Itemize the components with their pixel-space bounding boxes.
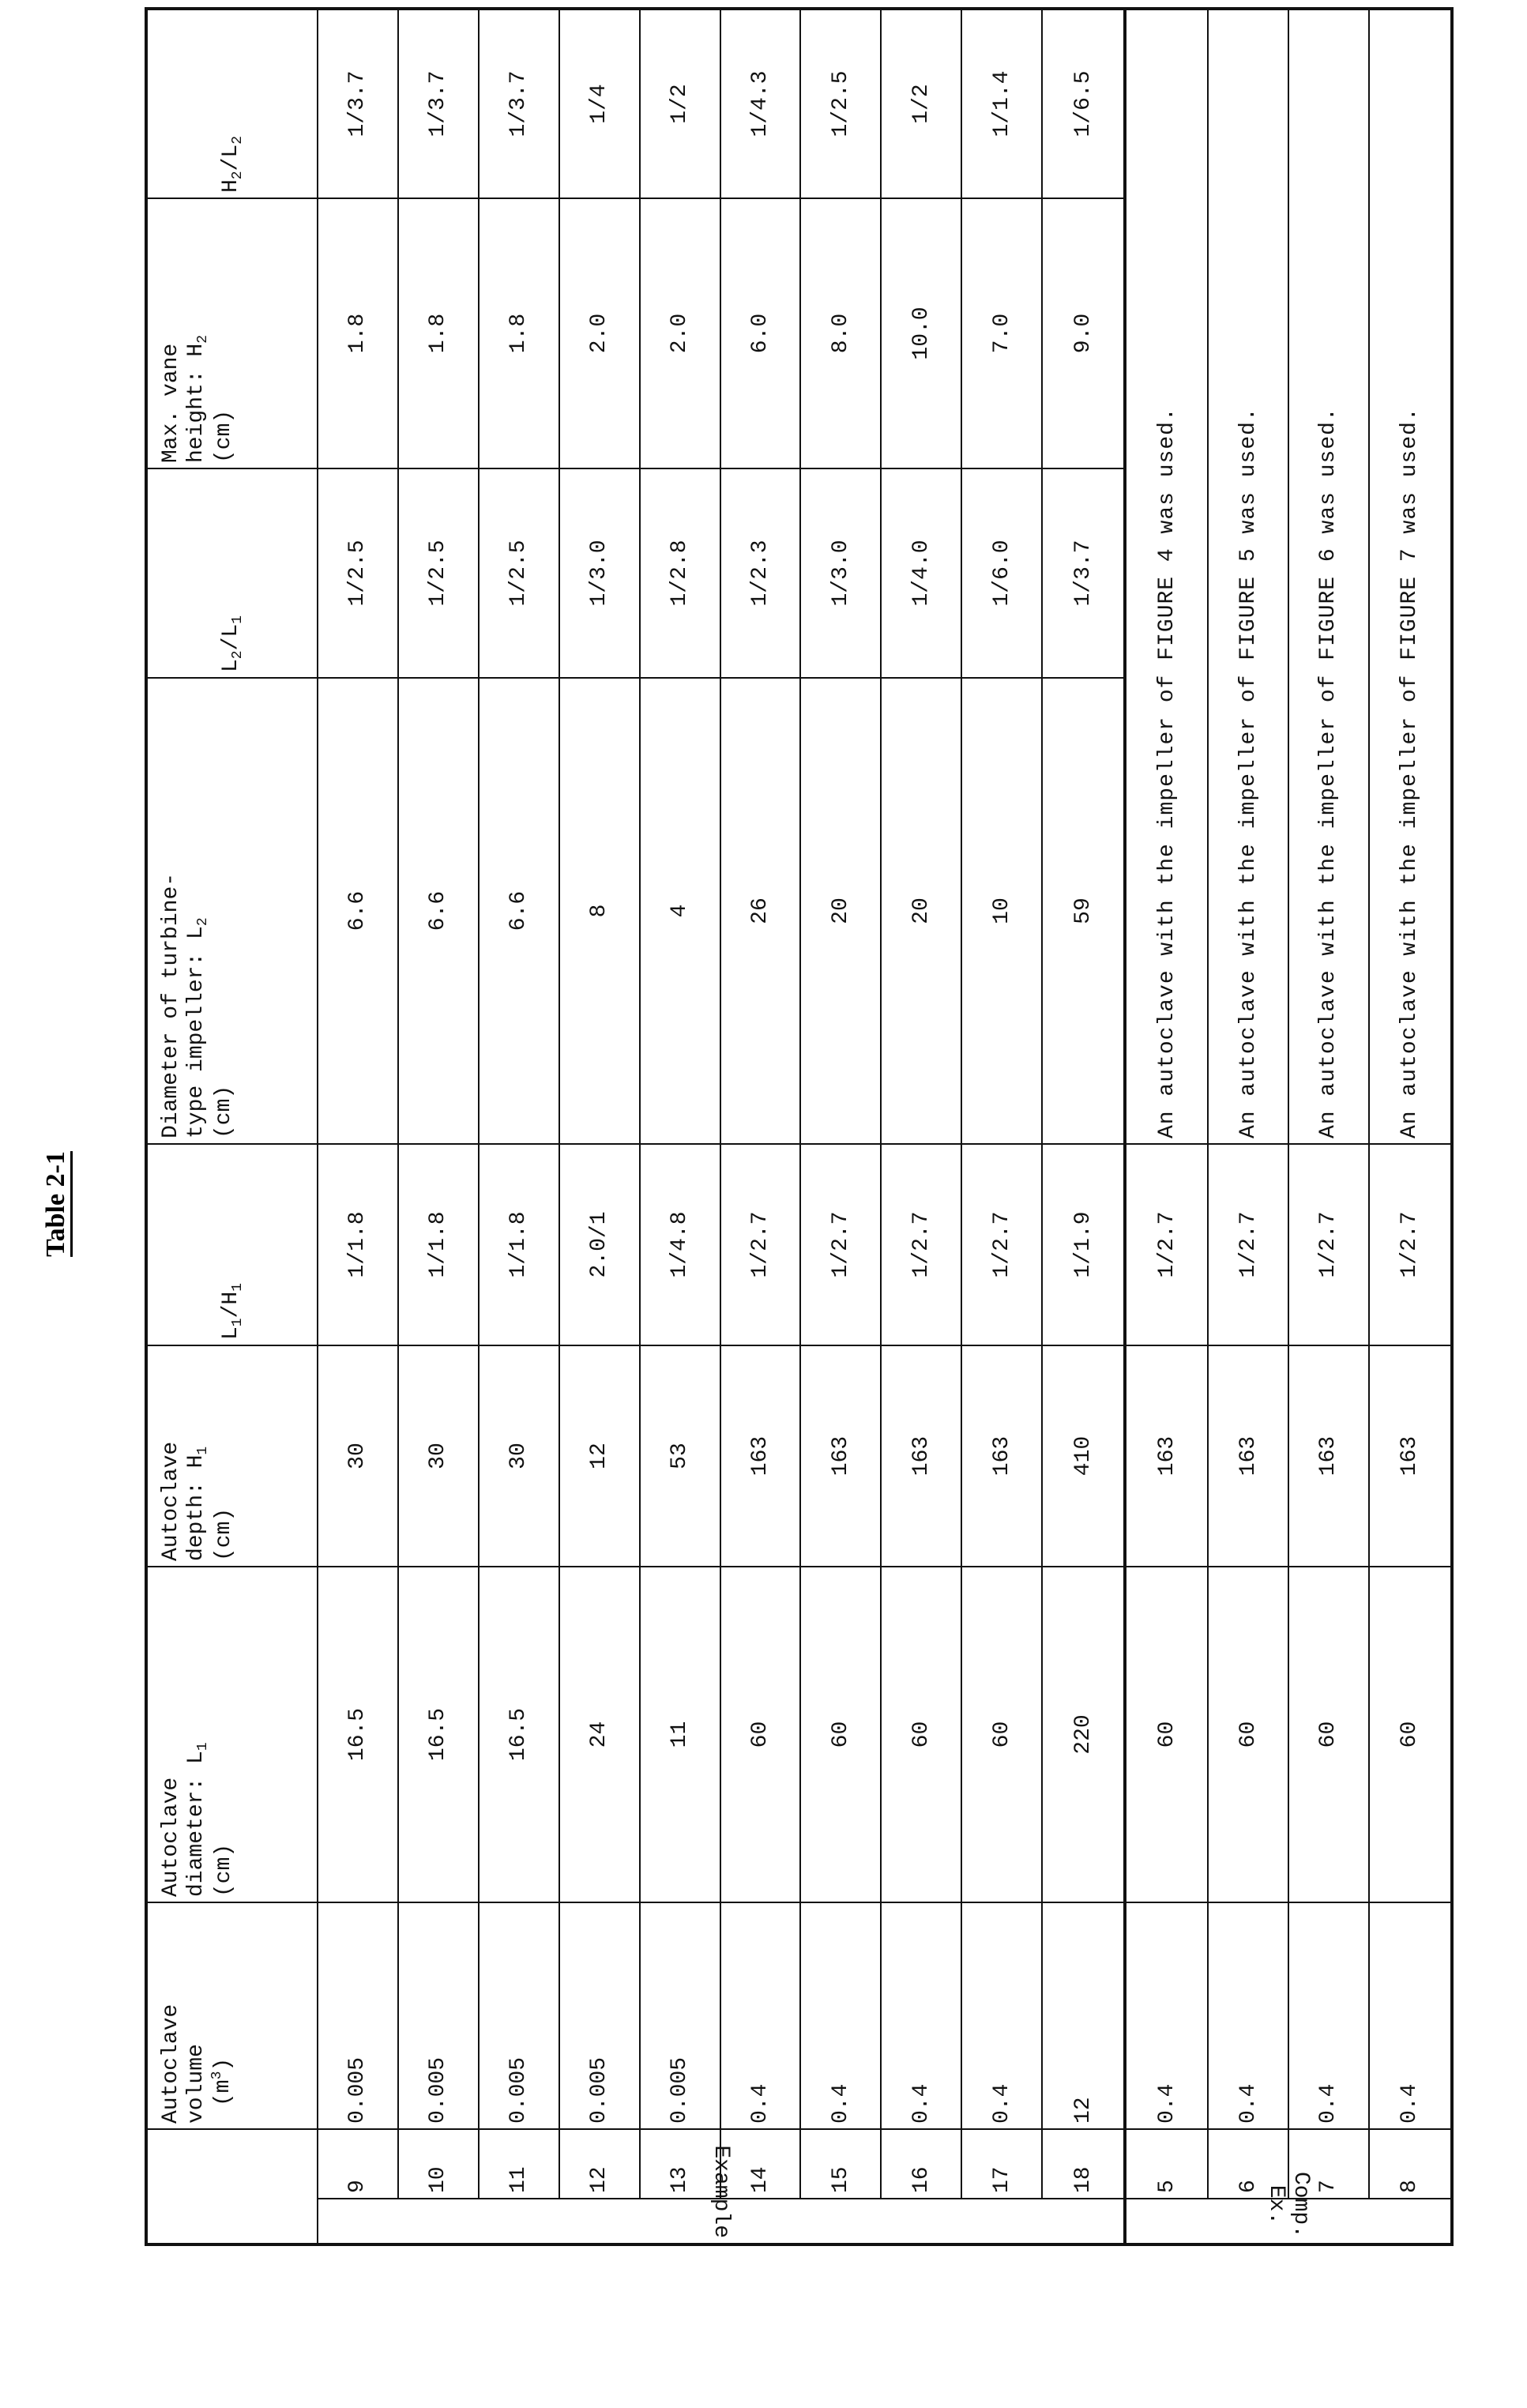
- cell-depth-h1: 53: [640, 1345, 720, 1567]
- unit-open: (m: [211, 2079, 236, 2106]
- cell-volume: 0.4: [1288, 1902, 1369, 2129]
- h: H: [218, 179, 243, 193]
- cell-vane-h2: 6.0: [720, 198, 801, 468]
- cell-l1-h1: 1/2.7: [800, 1144, 881, 1345]
- unit-close: ): [211, 2057, 236, 2071]
- cell-l1-h1: 1/1.8: [318, 1144, 398, 1345]
- cell-diameter-l2: 10: [961, 678, 1042, 1144]
- cell-l2-l1: 1/2.5: [479, 468, 559, 678]
- cell-diameter-l1: 60: [1369, 1567, 1452, 1902]
- header-row: [146, 9, 318, 2244]
- group-label-comp: [1125, 2171, 1452, 2244]
- cell-diameter-l2: 6.6: [479, 678, 559, 1144]
- cell-volume: 0.4: [881, 1902, 961, 2129]
- cell-l1-h1: 1/2.7: [1125, 1144, 1208, 1345]
- header-vane-h2: [146, 198, 318, 468]
- row-number: 5: [1125, 2129, 1208, 2199]
- header-depth-h1: [146, 1345, 318, 1567]
- cell-depth-h1: 163: [881, 1345, 961, 1567]
- cell-l2-l1: 1/2.5: [318, 468, 398, 678]
- cell-h2-l2: 1/2: [881, 9, 961, 198]
- cell-depth-h1: 163: [961, 1345, 1042, 1567]
- cell-volume: 0.005: [398, 1902, 479, 2129]
- sub: 2: [229, 135, 246, 145]
- cell-diameter-l1: 60: [961, 1567, 1042, 1902]
- cell-depth-h1: 163: [1288, 1345, 1369, 1567]
- table-row: [479, 9, 559, 2244]
- cell-diameter-l1: 60: [1288, 1567, 1369, 1902]
- cell-h2-l2: 1/2: [640, 9, 720, 198]
- cell-diameter-l1: 60: [1208, 1567, 1288, 1902]
- cell-l1-h1: 1/2.7: [881, 1144, 961, 1345]
- cell-diameter-l2: 6.6: [398, 678, 479, 1144]
- slash-l: /L: [218, 623, 243, 651]
- header-diameter-l1: [146, 1567, 318, 1902]
- row-number: 15: [800, 2129, 881, 2199]
- cell-diameter-l1: 60: [881, 1567, 961, 1902]
- cell-l1-h1: 1/1.9: [1042, 1144, 1125, 1345]
- cell-vane-h2: 7.0: [961, 198, 1042, 468]
- cell-diameter-l2: 26: [720, 678, 801, 1144]
- cell-diameter-l2: 20: [881, 678, 961, 1144]
- header-volume-unit: [209, 1908, 236, 2124]
- cell-h2-l2: 1/3.7: [318, 9, 398, 198]
- cell-l1-h1: 2.0/1: [559, 1144, 640, 1345]
- cell-l1-h1: 1/4.8: [640, 1144, 720, 1345]
- header-diameter-l2-line2: type impeller: L: [184, 926, 209, 1138]
- table-row: [881, 9, 961, 2244]
- table-row: [1042, 9, 1125, 2244]
- cell-depth-h1: 30: [318, 1345, 398, 1567]
- cell-l1-h1: 1/1.8: [479, 1144, 559, 1345]
- row-number: 11: [479, 2129, 559, 2199]
- sub: 1: [229, 1282, 246, 1292]
- cell-h2-l2: 1/1.4: [961, 9, 1042, 198]
- header-volume: [146, 1902, 318, 2129]
- slash-h: /H: [218, 1291, 243, 1319]
- sub: 1: [195, 1446, 212, 1455]
- group-label-example-text: Example: [709, 2145, 734, 2238]
- cell-h2-l2: 1/3.7: [398, 9, 479, 198]
- cell-diameter-l1: 16.5: [398, 1567, 479, 1902]
- sub: 1: [229, 615, 246, 624]
- cell-l2-l1: 1/2.8: [640, 468, 720, 678]
- header-volume-line2: volume: [184, 2044, 209, 2124]
- cell-note: An autoclave with the impeller of FIGURE 5 was used.: [1208, 9, 1288, 1144]
- header-diameter-l2-unit: (cm): [211, 1085, 236, 1138]
- table-row: [961, 9, 1042, 2244]
- comp-row: [1288, 9, 1369, 2244]
- row-number: 17: [961, 2129, 1042, 2199]
- row-number: 18: [1042, 2129, 1125, 2199]
- header-vane-h2-line2: height: H: [184, 343, 209, 463]
- cell-volume: 0.4: [1208, 1902, 1288, 2129]
- table-row: [559, 9, 640, 2244]
- cell-h2-l2: 1/2.5: [800, 9, 881, 198]
- header-volume-line1: Autoclave: [159, 2004, 183, 2124]
- cell-l2-l1: 1/6.0: [961, 468, 1042, 678]
- table-row: [720, 9, 801, 2244]
- slash-l: /L: [218, 144, 243, 171]
- header-diameter-l2-line1: Diameter of turbine-: [159, 872, 183, 1138]
- row-number: 16: [881, 2129, 961, 2199]
- sub: 2: [195, 917, 212, 927]
- header-diameter-l1-unit: (cm): [211, 1843, 236, 1897]
- table-row: [800, 9, 881, 2244]
- data-table: [145, 7, 1454, 2246]
- header-l1-h1: [146, 1144, 318, 1345]
- cell-depth-h1: 163: [800, 1345, 881, 1567]
- cell-vane-h2: 1.8: [318, 198, 398, 468]
- cell-h2-l2: 1/4.3: [720, 9, 801, 198]
- header-h2-l2: [146, 9, 318, 198]
- cell-volume: 0.005: [318, 1902, 398, 2129]
- cell-depth-h1: 30: [479, 1345, 559, 1567]
- cell-note: An autoclave with the impeller of FIGURE 6 was used.: [1288, 9, 1369, 1144]
- cell-diameter-l1: 24: [559, 1567, 640, 1902]
- cell-diameter-l1: 60: [800, 1567, 881, 1902]
- cell-l2-l1: 1/2.5: [398, 468, 479, 678]
- table-row: [318, 9, 398, 2244]
- cell-volume: 0.005: [559, 1902, 640, 2129]
- cell-diameter-l1: 11: [640, 1567, 720, 1902]
- cell-vane-h2: 1.8: [398, 198, 479, 468]
- row-number: 6: [1208, 2129, 1288, 2199]
- row-number: 7: [1288, 2129, 1369, 2199]
- cell-depth-h1: 163: [1208, 1345, 1288, 1567]
- sub: 2: [229, 650, 246, 660]
- cell-vane-h2: 9.0: [1042, 198, 1125, 468]
- comp-row: [1369, 9, 1452, 2244]
- cell-volume: 0.005: [479, 1902, 559, 2129]
- header-diameter-l1-line2: diameter: L: [184, 1751, 209, 1897]
- cell-l2-l1: 1/3.0: [800, 468, 881, 678]
- cell-l1-h1: 1/1.8: [398, 1144, 479, 1345]
- header-depth-h1-line2: depth: H: [184, 1454, 209, 1561]
- header-blank: [146, 2129, 318, 2244]
- cell-diameter-l2: 20: [800, 678, 881, 1144]
- cell-volume: 0.4: [1369, 1902, 1452, 2129]
- cell-diameter-l1: 16.5: [479, 1567, 559, 1902]
- cell-l1-h1: 1/2.7: [720, 1144, 801, 1345]
- cell-vane-h2: 1.8: [479, 198, 559, 468]
- header-depth-h1-unit: (cm): [211, 1507, 236, 1561]
- sub: 2: [195, 334, 212, 344]
- l: L: [218, 659, 243, 672]
- cell-diameter-l1: 60: [1125, 1567, 1208, 1902]
- cell-l2-l1: 1/3.7: [1042, 468, 1125, 678]
- cell-h2-l2: 1/4: [559, 9, 640, 198]
- cell-vane-h2: 2.0: [640, 198, 720, 468]
- cell-vane-h2: 2.0: [559, 198, 640, 468]
- cell-h2-l2: 1/6.5: [1042, 9, 1125, 198]
- cell-vane-h2: 8.0: [800, 198, 881, 468]
- cell-volume: 0.4: [961, 1902, 1042, 2129]
- cell-depth-h1: 163: [720, 1345, 801, 1567]
- row-number: 10: [398, 2129, 479, 2199]
- header-vane-h2-line1: Max. vane: [159, 343, 183, 463]
- cell-depth-h1: 12: [559, 1345, 640, 1567]
- cell-depth-h1: 30: [398, 1345, 479, 1567]
- cell-volume: 0.4: [800, 1902, 881, 2129]
- cell-depth-h1: 163: [1125, 1345, 1208, 1567]
- header-vane-h2-unit: (cm): [211, 409, 236, 463]
- table-title: [41, 0, 71, 2408]
- cell-h2-l2: 1/3.7: [479, 9, 559, 198]
- cell-diameter-l2: 4: [640, 678, 720, 1144]
- cell-l2-l1: 1/4.0: [881, 468, 961, 678]
- row-number: 9: [318, 2129, 398, 2199]
- cell-volume: 0.005: [640, 1902, 720, 2129]
- row-number: 14: [720, 2129, 801, 2199]
- cell-note: An autoclave with the impeller of FIGURE 4 was used.: [1125, 9, 1208, 1144]
- sub: 1: [195, 1742, 212, 1751]
- cell-diameter-l2: 59: [1042, 678, 1125, 1144]
- header-diameter-l2: [146, 678, 318, 1144]
- cell-diameter-l2: 6.6: [318, 678, 398, 1144]
- cell-l1-h1: 1/2.7: [961, 1144, 1042, 1345]
- header-l2-l1: [146, 468, 318, 678]
- cell-diameter-l1: 16.5: [318, 1567, 398, 1902]
- l: L: [218, 1326, 243, 1340]
- cell-diameter-l2: 8: [559, 678, 640, 1144]
- header-diameter-l1-line1: Autoclave: [159, 1777, 183, 1897]
- cell-l2-l1: 1/2.3: [720, 468, 801, 678]
- table-title-text: Table 2-1: [41, 1151, 70, 1257]
- cell-volume: 0.4: [720, 1902, 801, 2129]
- header-depth-h1-line1: Autoclave: [159, 1441, 183, 1561]
- table-row: [640, 9, 720, 2244]
- cell-note: An autoclave with the impeller of FIGURE 7 was used.: [1369, 9, 1452, 1144]
- cell-depth-h1: 410: [1042, 1345, 1125, 1567]
- group-label-comp-text: Comp. Ex.: [1264, 2171, 1314, 2238]
- cell-volume: 12: [1042, 1902, 1125, 2129]
- row-number: 12: [559, 2129, 640, 2199]
- cell-l1-h1: 1/2.7: [1288, 1144, 1369, 1345]
- cell-vane-h2: 10.0: [881, 198, 961, 468]
- cell-diameter-l1: 220: [1042, 1567, 1125, 1902]
- row-number: 8: [1369, 2129, 1452, 2199]
- comp-row: [1125, 9, 1208, 2244]
- row-number: 13: [640, 2129, 720, 2199]
- cell-l1-h1: 1/2.7: [1369, 1144, 1452, 1345]
- cell-volume: 0.4: [1125, 1902, 1208, 2129]
- comp-row: [1208, 9, 1288, 2244]
- cell-depth-h1: 163: [1369, 1345, 1452, 1567]
- cell-l1-h1: 1/2.7: [1208, 1144, 1288, 1345]
- table-row: [398, 9, 479, 2244]
- cell-l2-l1: 1/3.0: [559, 468, 640, 678]
- cell-diameter-l1: 60: [720, 1567, 801, 1902]
- sub: 2: [229, 171, 246, 180]
- sub: 1: [229, 1318, 246, 1327]
- unit-sup: 3: [209, 2071, 226, 2080]
